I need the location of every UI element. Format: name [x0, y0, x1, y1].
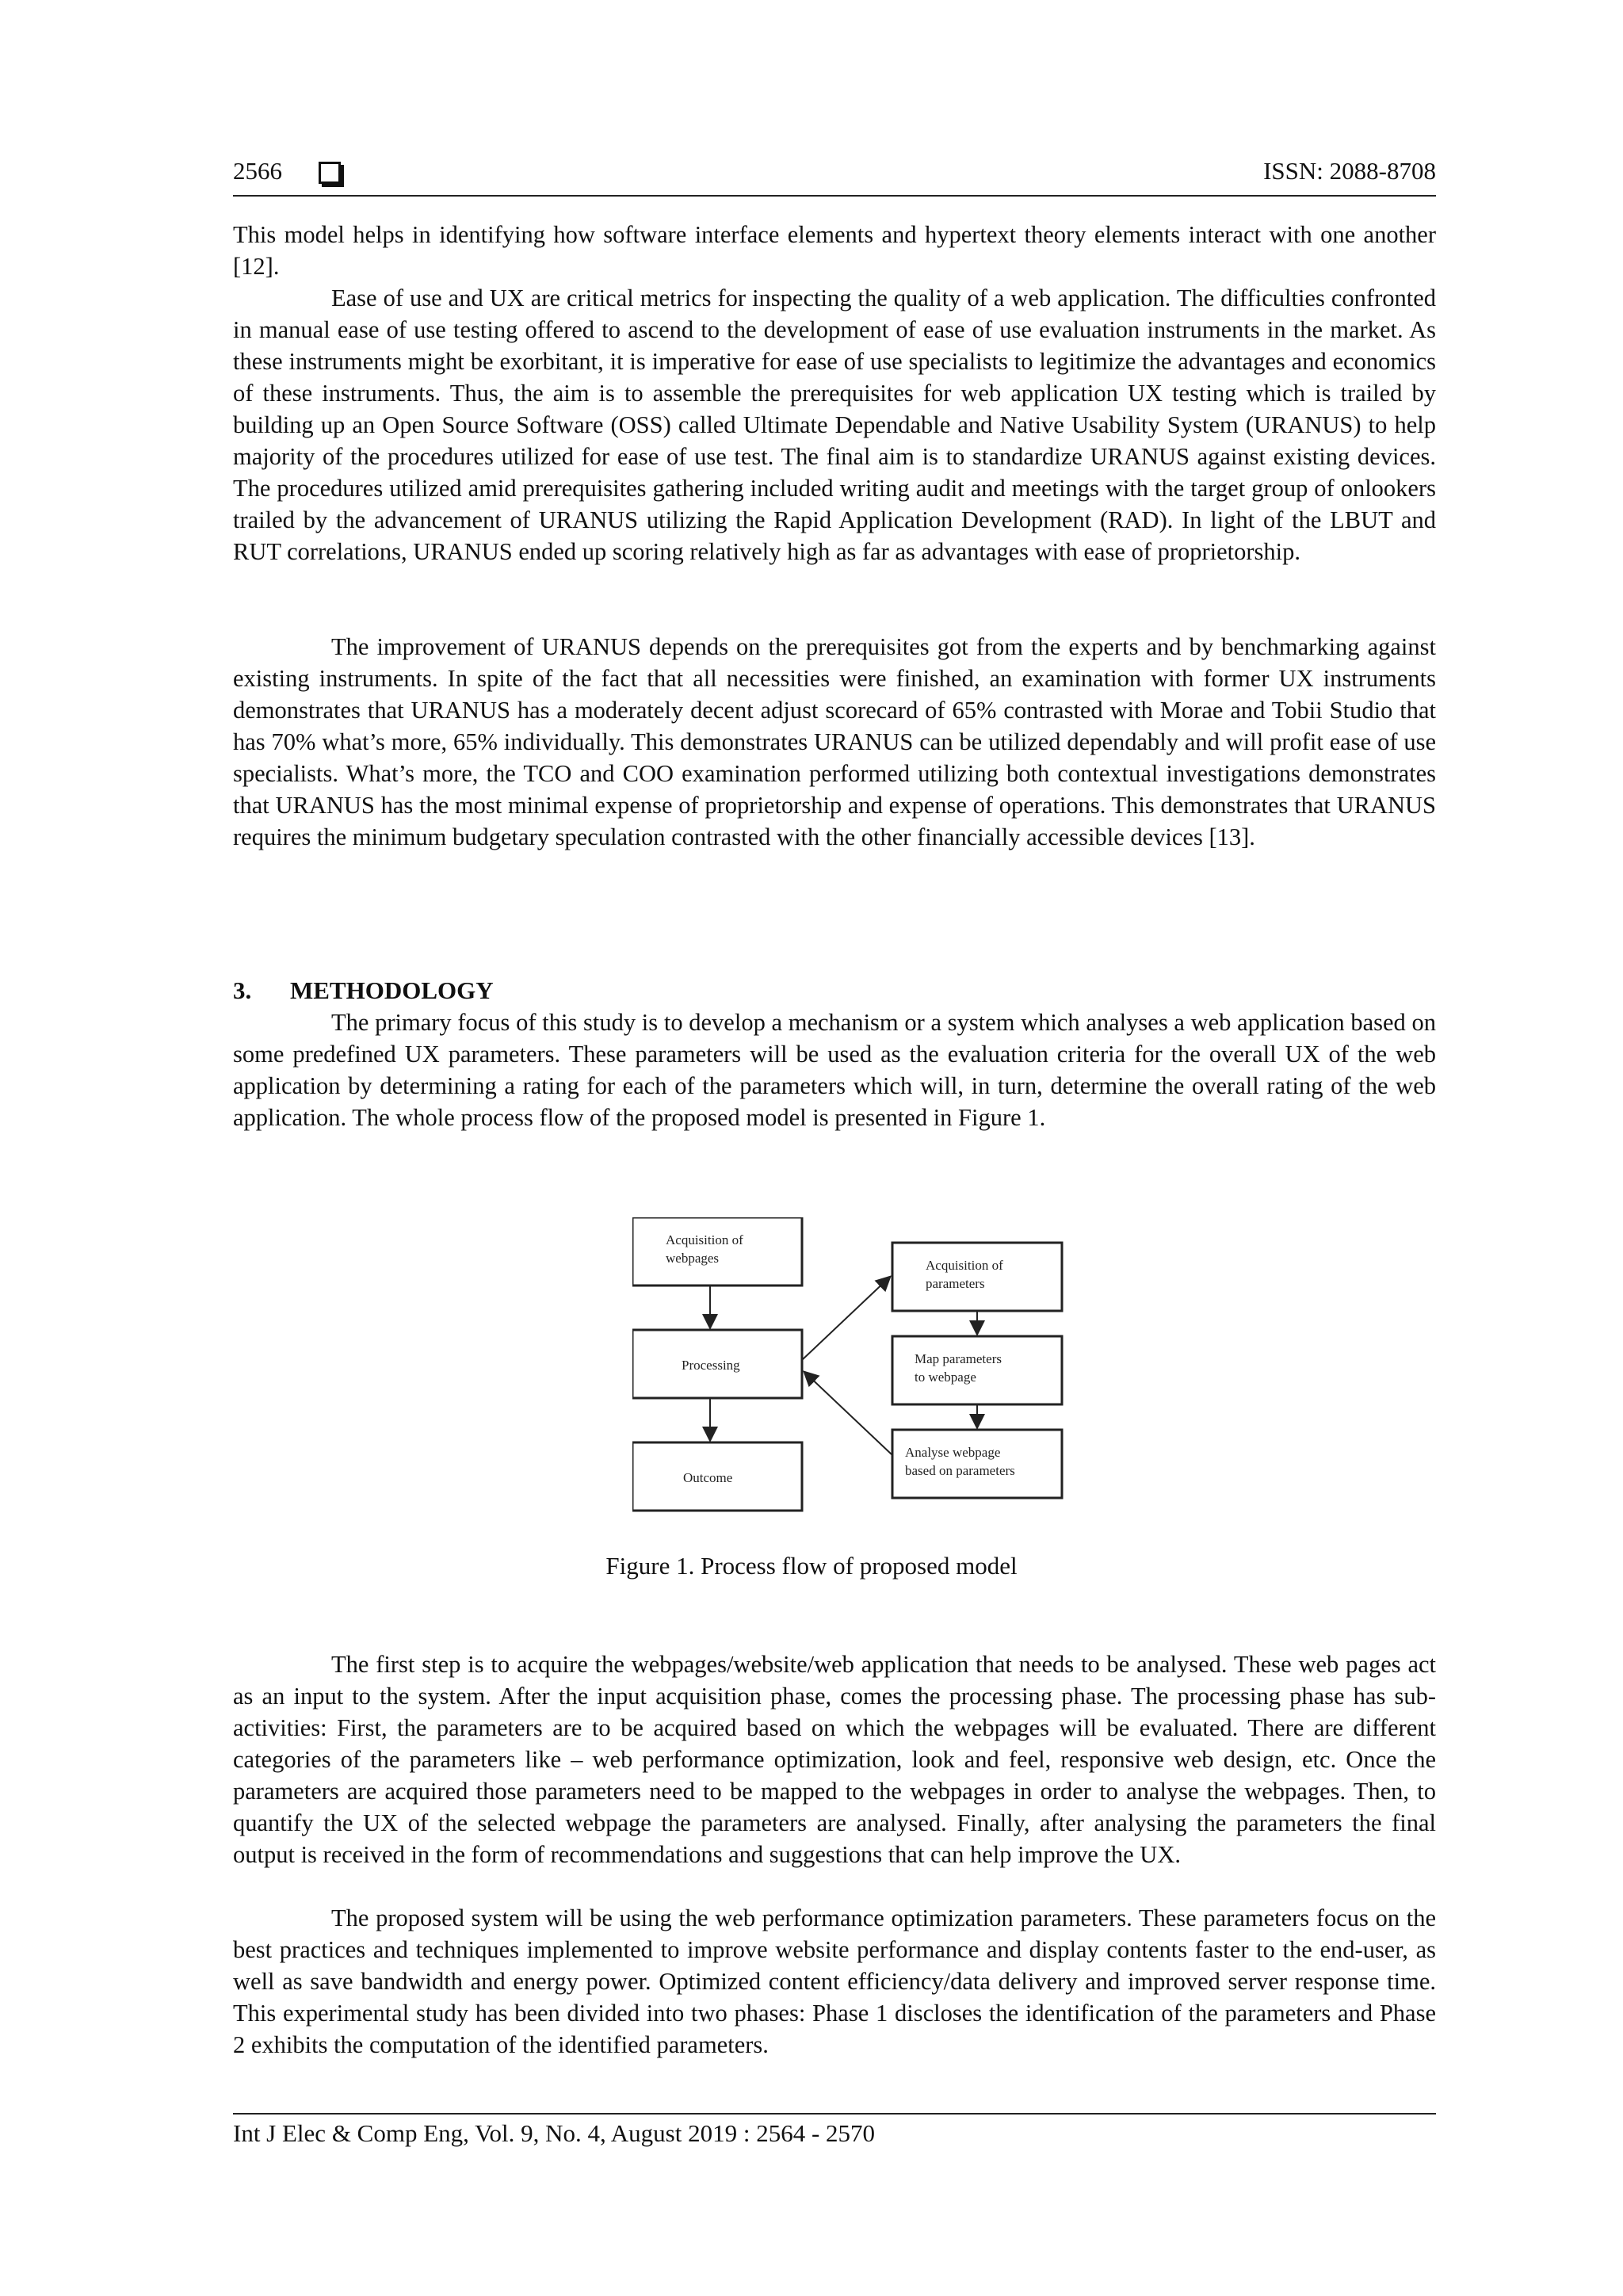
- box-analyse-webpage-line2: based on parameters: [905, 1463, 1015, 1478]
- box-map-parameters-line1: Map parameters: [915, 1351, 1002, 1366]
- process-flow-figure: [632, 1217, 1068, 1526]
- section-heading: [233, 976, 494, 1005]
- issn-label: ISSN: 2088-8708: [1263, 157, 1436, 185]
- box-outcome-label: Outcome: [683, 1470, 733, 1485]
- arrow-processing-to-acqparams: [802, 1278, 889, 1360]
- arrow-analyse-to-processing: [805, 1373, 892, 1455]
- box-processing-label: Processing: [682, 1358, 740, 1373]
- box-acquisition-parameters-line2: parameters: [926, 1276, 985, 1291]
- page-footer: [233, 2113, 1436, 2148]
- paragraph-intro: This model helps in identifying how software interface elements and hypertext theory elements interact with one another [12].: [233, 221, 1436, 280]
- paragraph-first-step: The first step is to acquire the webpages/website/web application that needs to be analysed. These web pages act as an input to the system. After the input acquisition phase, comes the processing phase. The processing phase has sub-activities: First, the parameters are to be acquired based on which the webpages will be evaluated. There are different categories of the parameters like – web performance optimization, look and feel, responsive web design, etc. Once the parameters are acquired those parameters need to be mapped to the webpages in order to analyse the webpages. Then, to quantify the UX of the selected webpage the parameters are analysed. Finally, after analysing the parameters the final output is received in the form of recommendations and suggestions that can help improve the UX.: [233, 1651, 1436, 1868]
- page-number: 2566: [233, 157, 282, 185]
- section-title: METHODOLOGY: [290, 976, 494, 1004]
- paragraph-ease-of-use: Ease of use and UX are critical metrics for inspecting the quality of a web application. The difficulties confronted in manual ease of use testing offered to ascend to the development of ease of use evaluation instruments in the market. As these instruments might be exorbitant, it is imperative for ease of use specialists to legitimize the advantages and economics of these instruments. Thus, the aim is to assemble the prerequisites for web application UX testing which is trailed by building up an Open Source Software (OSS) called Ultimate Dependable and Native Usability System (URANUS) to help majority of the procedures utilized for ease of use test. The final aim is to standardize URANUS against existing devices. The procedures utilized amid prerequisites gathering included writing audit and meetings with the target group of onlookers trailed by the advancement of URANUS utilizing the Rapid Application Development (RAD). In light of the LBUT and RUT correlations, URANUS ended up scoring relatively high as far as advantages with ease of proprietorship.: [233, 285, 1436, 565]
- journal-citation: Int J Elec & Comp Eng, Vol. 9, No. 4, August 2019 : 2564 - 2570: [233, 2119, 876, 2147]
- page-header: [233, 155, 1436, 197]
- process-flow-diagram: [632, 1217, 1068, 1526]
- box-acquisition-webpages-line2: webpages: [666, 1251, 720, 1266]
- paragraph-proposed-system: The proposed system will be using the web performance optimization parameters. These parameters focus on the best practices and techniques implemented to improve website performance and display contents faster to the end-user, as well as save bandwidth and energy power. Optimized content efficiency/data delivery and improved server response time. This experimental study has been divided into two phases: Phase 1 discloses the identification of the parameters and Phase 2 exhibits the computation of the identified parameters.: [233, 1904, 1436, 2058]
- box-acquisition-webpages-line1: Acquisition of: [666, 1232, 743, 1247]
- box-map-parameters-line2: to webpage: [915, 1370, 976, 1385]
- section-number: 3.: [233, 976, 252, 1004]
- square-bullet-icon: [319, 162, 341, 184]
- paragraph-uranus: The improvement of URANUS depends on the prerequisites got from the experts and by benchmarking against existing instruments. In spite of the fact that all necessities were finished, an examination with former UX instruments demonstrates that URANUS has a moderately decent adjust scorecard of 65% contrasted with Morae and Tobii Studio that has 70% what’s more, 65% individually. This demonstrates URANUS can be utilized dependably and will profit ease of use specialists. What’s more, the TCO and COO examination performed utilizing both contextual investigations demonstrates that URANUS has the most minimal expense of proprietorship and expense of operations. This demonstrates that URANUS requires the minimum budgetary speculation contrasted with the other financially accessible devices [13].: [233, 633, 1436, 850]
- figure-caption: Figure 1. Process flow of proposed model: [605, 1552, 1018, 1580]
- box-analyse-webpage-line1: Analyse webpage: [905, 1445, 1001, 1460]
- paragraph-methodology: The primary focus of this study is to develop a mechanism or a system which analyses a web application based on some predefined UX parameters. These parameters will be used as the evaluation criteria for the overall UX of the web application by determining a rating for each of the parameters which will, in turn, determine the overall rating of the web application. The whole process flow of the proposed model is presented in Figure 1.: [233, 1009, 1436, 1131]
- box-acquisition-parameters-line1: Acquisition of: [926, 1258, 1003, 1273]
